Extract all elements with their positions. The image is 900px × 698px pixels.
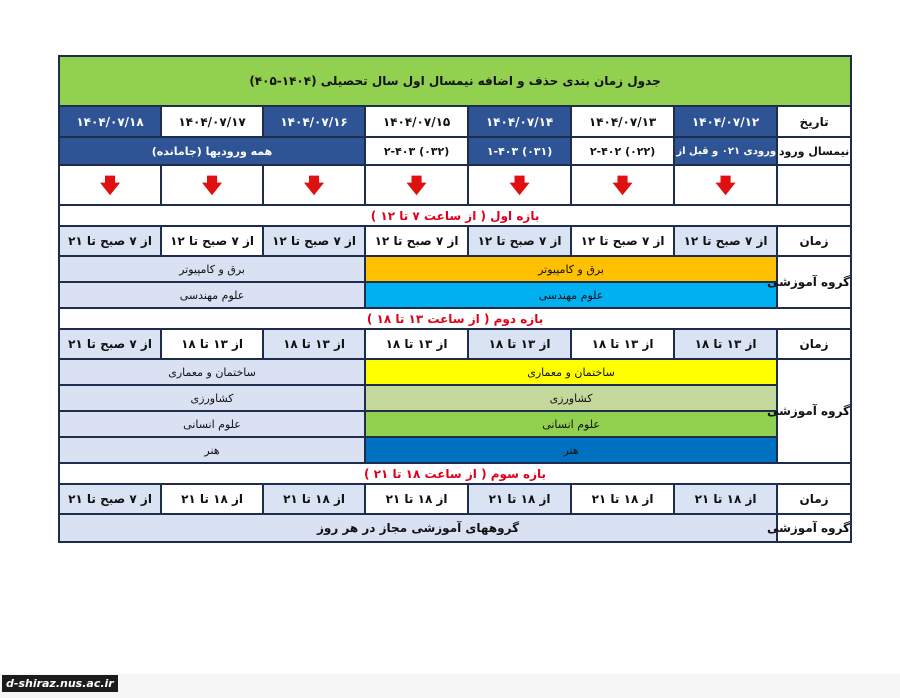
period-2-title: بازه دوم ( از ساعت ۱۳ تا ۱۸ ) <box>59 308 851 329</box>
time-label: زمان <box>777 484 851 514</box>
date-cell: ۱۴۰۴/۰۷/۱۶ <box>263 106 365 137</box>
arrow-down-icon: 🡇 <box>99 172 121 197</box>
time-cell: از ۱۸ تا ۲۱ <box>468 484 571 514</box>
semester-cell: (۰۳۱) ۱-۴۰۳ <box>468 137 571 165</box>
group-note: گروههای آموزشی مجاز در هر روز <box>59 514 777 542</box>
group-cell: هنر <box>365 437 777 463</box>
arrow-down-icon: 🡇 <box>715 172 736 197</box>
time-cell: از ۷ صبح تا ۲۱ <box>59 226 161 256</box>
period-3-time-row <box>59 484 851 514</box>
time-label: زمان <box>777 226 851 256</box>
time-cell: از ۱۸ تا ۲۱ <box>263 484 365 514</box>
time-cell: از ۷ صبح تا ۱۲ <box>674 226 777 256</box>
date-cell: ۱۴۰۴/۰۷/۱۳ <box>571 106 674 137</box>
arrow-down-icon: 🡇 <box>509 172 530 197</box>
schedule-table <box>58 55 852 543</box>
footer-strip <box>0 674 900 698</box>
arrow-spacer <box>777 165 851 205</box>
group-cell: کشاورزی <box>365 385 777 411</box>
period-2-group-row <box>59 385 851 411</box>
semester-cell: (۰۳۲) ۲-۴۰۳ <box>365 137 468 165</box>
group-cell: علوم انسانی <box>365 411 777 437</box>
time-label: زمان <box>777 329 851 359</box>
group-cell: برق و کامپیوتر <box>59 256 365 282</box>
page-title: جدول زمان بندی حذف و اضافه نیمسال اول سال تحصیلی (۱۴۰۴-۴۰۵) <box>59 56 851 106</box>
period-2-group-row <box>59 411 851 437</box>
time-cell: از ۱۳ تا ۱۸ <box>263 329 365 359</box>
semester-cell: ورودی ۰۲۱ و قبل از آن <box>674 137 777 165</box>
period-2-group-row <box>59 437 851 463</box>
group-cell: هنر <box>59 437 365 463</box>
date-cell: ۱۴۰۴/۰۷/۱۴ <box>468 106 571 137</box>
period-2-group-row <box>59 359 851 385</box>
group-cell: ساختمان و معماری <box>365 359 777 385</box>
group-cell: علوم مهندسی <box>365 282 777 308</box>
time-cell: از ۷ صبح تا ۱۲ <box>263 226 365 256</box>
time-cell: از ۷ صبح تا ۲۱ <box>59 484 161 514</box>
arrow-row <box>59 165 851 205</box>
arrow-down-icon: 🡇 <box>406 172 427 197</box>
time-cell: از ۱۸ تا ۲۱ <box>365 484 468 514</box>
group-label: گروه آموزشی <box>777 514 851 542</box>
time-cell: از ۱۳ تا ۱۸ <box>674 329 777 359</box>
period-2-time-row <box>59 329 851 359</box>
time-cell: از ۱۳ تا ۱۸ <box>365 329 468 359</box>
group-cell: ساختمان و معماری <box>59 359 365 385</box>
time-cell: از ۱۳ تا ۱۸ <box>571 329 674 359</box>
period-3-group-row <box>59 514 851 542</box>
date-cell: ۱۴۰۴/۰۷/۱۸ <box>59 106 161 137</box>
group-label: گروه آموزشی <box>777 359 851 463</box>
time-cell: از ۷ صبح تا ۱۲ <box>161 226 263 256</box>
time-cell: از ۱۸ تا ۲۱ <box>674 484 777 514</box>
group-cell: کشاورزی <box>59 385 365 411</box>
semester-cell: همه ورودیها (جامانده) <box>59 137 365 165</box>
date-row <box>59 106 851 137</box>
semester-label: نیمسال ورود <box>777 137 851 165</box>
schedule-sheet <box>58 55 850 543</box>
time-cell: از ۷ صبح تا ۱۲ <box>468 226 571 256</box>
period-1-time-row <box>59 226 851 256</box>
group-cell: علوم مهندسی <box>59 282 365 308</box>
time-cell: از ۷ صبح تا ۱۲ <box>571 226 674 256</box>
period-1-group-row <box>59 256 851 282</box>
site-watermark: d-shiraz.nus.ac.ir <box>2 675 118 692</box>
time-cell: از ۱۸ تا ۲۱ <box>161 484 263 514</box>
arrow-down-icon: 🡇 <box>303 172 325 197</box>
time-cell: از ۱۳ تا ۱۸ <box>468 329 571 359</box>
date-cell: ۱۴۰۴/۰۷/۱۷ <box>161 106 263 137</box>
date-cell: ۱۴۰۴/۰۷/۱۵ <box>365 106 468 137</box>
semester-row <box>59 137 851 165</box>
time-cell: از ۷ صبح تا ۱۲ <box>365 226 468 256</box>
period-1-group-row <box>59 282 851 308</box>
time-cell: از ۷ صبح تا ۲۱ <box>59 329 161 359</box>
group-label: گروه آموزشی <box>777 256 851 308</box>
arrow-down-icon: 🡇 <box>201 172 223 197</box>
period-1-title: بازه اول ( از ساعت ۷ تا ۱۲ ) <box>59 205 851 226</box>
arrow-down-icon: 🡇 <box>612 172 633 197</box>
time-cell: از ۱۳ تا ۱۸ <box>161 329 263 359</box>
group-cell: علوم انسانی <box>59 411 365 437</box>
semester-cell: (۰۲۲) ۲-۴۰۲ <box>571 137 674 165</box>
period-3-title: بازه سوم ( از ساعت ۱۸ تا ۲۱ ) <box>59 463 851 484</box>
group-cell: برق و کامپیوتر <box>365 256 777 282</box>
date-label: تاریخ <box>777 106 851 137</box>
date-cell: ۱۴۰۴/۰۷/۱۲ <box>674 106 777 137</box>
time-cell: از ۱۸ تا ۲۱ <box>571 484 674 514</box>
